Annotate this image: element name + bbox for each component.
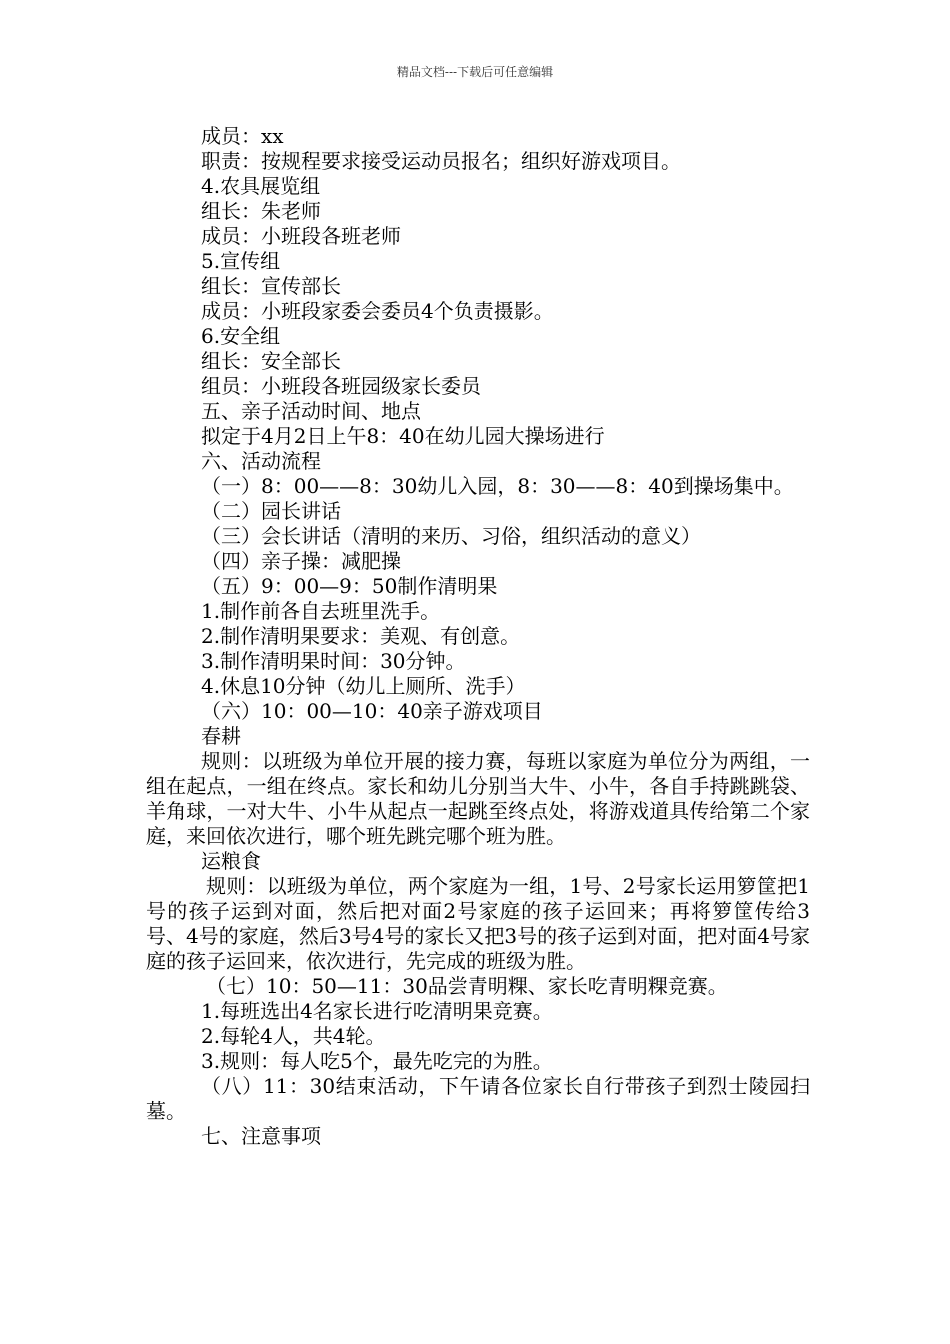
page-header: 精品文档---下载后可任意编辑 [396,65,554,79]
paragraph: 组长：安全部长 [201,349,341,373]
subsection-heading: 运粮食 [201,849,261,873]
section-heading: 七、注意事项 [201,1124,321,1148]
paragraph: （七）10：50—11：30品尝青明粿、家长吃青明粿竞赛。 [206,974,728,998]
paragraph: 2.制作清明果要求：美观、有创意。 [201,624,521,648]
paragraph: （二）园长讲话 [201,499,341,523]
paragraph: 2.每轮4人，共4轮。 [201,1024,386,1048]
paragraph: 4.休息10分钟（幼儿上厕所、洗手） [201,674,526,698]
paragraph: 1.每班选出4名家长进行吃清明果竞赛。 [201,999,553,1023]
paragraph: 拟定于4月2日上午8：40在幼儿园大操场进行 [201,424,605,448]
paragraph: 成员：小班段各班老师 [201,224,401,248]
section-heading: 六、活动流程 [201,449,321,473]
paragraph: 职责：按规程要求接受运动员报名；组织好游戏项目。 [201,149,681,173]
paragraph: 组长：宣传部长 [201,274,341,298]
subsection-heading: 春耕 [201,724,241,748]
paragraph: 4.农具展览组 [201,174,321,198]
document-body [146,124,810,1149]
paragraph: （八）11：30结束活动，下午请各位家长自行带孩子到烈士陵园扫墓。 [146,1074,810,1123]
paragraph: 成员：小班段家委会委员4个负责摄影。 [201,299,554,323]
paragraph: 3.制作清明果时间：30分钟。 [201,649,466,673]
paragraph: 3.规则：每人吃5个，最先吃完的为胜。 [201,1049,553,1073]
paragraph: （三）会长讲话（清明的来历、习俗，组织活动的意义） [201,524,701,548]
rule-paragraph: 规则：以班级为单位开展的接力赛，每班以家庭为单位分为两组，一组在起点，一组在终点。家长和幼儿分别当大牛、小牛，各自手持跳跳袋、羊角球，一对大牛、小牛从起点一起跳至终点处，将游戏道具传给第二个家庭，来回依次进行，哪个班先跳完哪个班为胜。 [146,749,810,848]
paragraph: （一）8：00——8：30幼儿入园，8：30——8：40到操场集中。 [201,474,794,498]
paragraph: 成员：xx [201,124,284,148]
paragraph: （四）亲子操：减肥操 [201,549,401,573]
paragraph: 组员：小班段各班园级家长委员 [201,374,481,398]
paragraph: 组长：朱老师 [201,199,321,223]
paragraph: 5.宣传组 [201,249,281,273]
paragraph: （六）10：00—10：40亲子游戏项目 [201,699,543,723]
paragraph: 6.安全组 [201,324,281,348]
paragraph: 1.制作前各自去班里洗手。 [201,599,441,623]
rule-paragraph: 规则：以班级为单位，两个家庭为一组，1号、2号家长运用箩筐把1号的孩子运到对面，然后把对面2号家庭的孩子运回来；再将箩筐传给3号、4号的家庭，然后3号4号的家长又把3号的孩子运到对面，把对面4号家庭的孩子运回来，依次进行，先完成的班级为胜。 [146,874,810,973]
section-heading: 五、亲子活动时间、地点 [201,399,421,423]
paragraph: （五）9：00—9：50制作清明果 [201,574,498,598]
